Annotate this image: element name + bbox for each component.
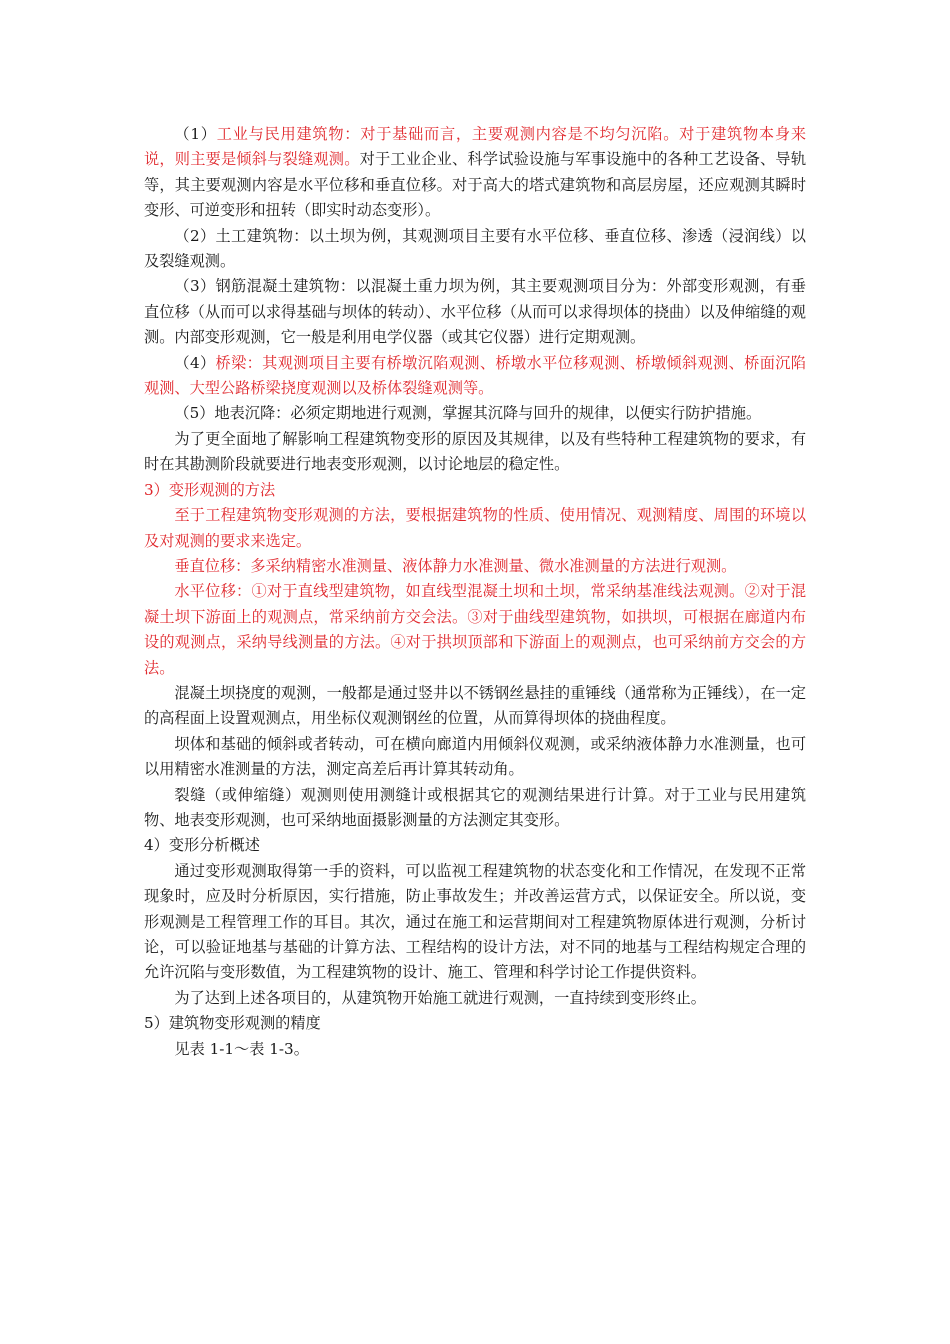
paragraph-tilt: 坝体和基础的倾斜或者转动，可在横向廊道内用倾斜仪观测，或采纳液体静力水准测量，也可以用精密水准测量的方法，测定高差后再计算其转动角。: [144, 734, 806, 779]
paragraph-cracks: 裂缝（或伸缩缝）观测则使用测缝计或根据其它的观测结果进行计算。对于工业与民用建筑物、地表变形观测，也可采纳地面摄影测量的方法测定其变形。: [144, 785, 806, 829]
paragraph-earthwork: （2）土工建筑物：以土坝为例，其观测项目主要有水平位移、垂直位移、渗透（浸润线）以及裂缝观测。: [144, 226, 806, 271]
paragraph-concrete: （3）钢筋混凝土建筑物：以混凝土重力坝为例，其主要观测项目分为：外部变形观测，有垂直位移（从而可以求得基础与坝体的转动）、水平位移（从而可以求得坝体的挠曲）以及伸缩缝的观测。内部变形观测，它一般是利用电学仪器（或其它仪器）进行定期观测。: [144, 277, 806, 347]
paragraph-table-reference: 见表 1-1～表 1-3。: [174, 1039, 309, 1058]
paragraph-subsidence: （5）地表沉降：必须定期地进行观测，掌握其沉降与回升的规律，以便实行防护措施。: [174, 404, 762, 423]
paragraph-duration: 为了达到上述各项目的，从建筑物开始施工就进行观测，一直持续到变形终止。: [174, 988, 706, 1007]
paragraph-vertical-displacement: 垂直位移：多采纳精密水准测量、液体静力水准测量、微水准测量的方法进行观测。: [174, 556, 737, 575]
paragraph-text: 对于工业企业、科学试验设施与军事设施中的各种工艺设备、导轨等，其主要观测内容是水平位移和垂直位移。对于高大的塔式建筑物和高层房屋，还应观测其瞬时变形、可逆变形和扭转（即实时动态变形）。: [144, 150, 807, 220]
paragraph-prefix: （4）: [174, 353, 216, 372]
paragraph-analysis: 通过变形观测取得第一手的资料，可以监视工程建筑物的状态变化和工作情况，在发现不正常现象时，应及时分析原因，实行措施，防止事故发生；并改善运营方式，以保证安全。所以说，变形观测是工程管理工作的耳目。其次，通过在施工和运营期间对工程建筑物原体进行观测，分析讨论，可以验证地基与基础的计算方法、工程结构的设计方法，对不同的地基与工程结构规定合理的允许沉陷与变形数值，为工程建筑物的设计、施工、管理和科学讨论工作提供资料。: [144, 861, 806, 982]
paragraph-deflection: 混凝土坝挠度的观测，一般都是通过竖井以不锈钢丝悬挂的重锤线（通常称为正锤线），在一定的高程面上设置观测点，用坐标仪观测钢丝的位置，从而算得坝体的挠曲程度。: [144, 683, 806, 728]
highlighted-text: 桥梁：其观测项目主要有桥墩沉陷观测、桥墩水平位移观测、桥墩倾斜观测、桥面沉陷观测、大型公路桥梁挠度观测以及桥体裂缝观测等。: [144, 353, 806, 398]
paragraph-industrial-civil: [144, 122, 806, 224]
section-heading-analysis: 4）变形分析概述: [144, 836, 260, 855]
paragraph-bridge: [144, 351, 806, 402]
section-heading-methods: 3）变形观测的方法: [144, 480, 276, 499]
paragraph-survey-stage: 为了更全面地了解影响工程建筑物变形的原因及其规律，以及有些特种工程建筑物的要求，有时在其勘测阶段就要进行地表变形观测，以讨论地层的稳定性。: [144, 429, 806, 474]
document-page: [144, 122, 806, 1062]
paragraph-method-selection: 至于工程建筑物变形观测的方法，要根据建筑物的性质、使用情况、观测精度、周围的环境以及对观测的要求来选定。: [144, 506, 806, 550]
paragraph-horizontal-displacement: 水平位移：①对于直线型建筑物，如直线型混凝土坝和土坝，常采纳基准线法观测。②对于混凝土坝下游面上的观测点，常采纳前方交会法。③对于曲线型建筑物，如拱坝，可根据在廊道内布设的观测点，采纳导线测量的方法。④对于拱坝顶部和下游面上的观测点，也可采纳前方交会的方法。: [144, 582, 806, 677]
paragraph-prefix: （1）: [174, 125, 217, 143]
highlighted-text: 工业与民用建筑物：对于基础而言，主要观测内容是不均匀沉陷。对于建筑物本身来说，则主要是倾斜与裂缝观测。: [144, 125, 807, 169]
section-heading-precision: 5）建筑物变形观测的精度: [144, 1014, 321, 1033]
